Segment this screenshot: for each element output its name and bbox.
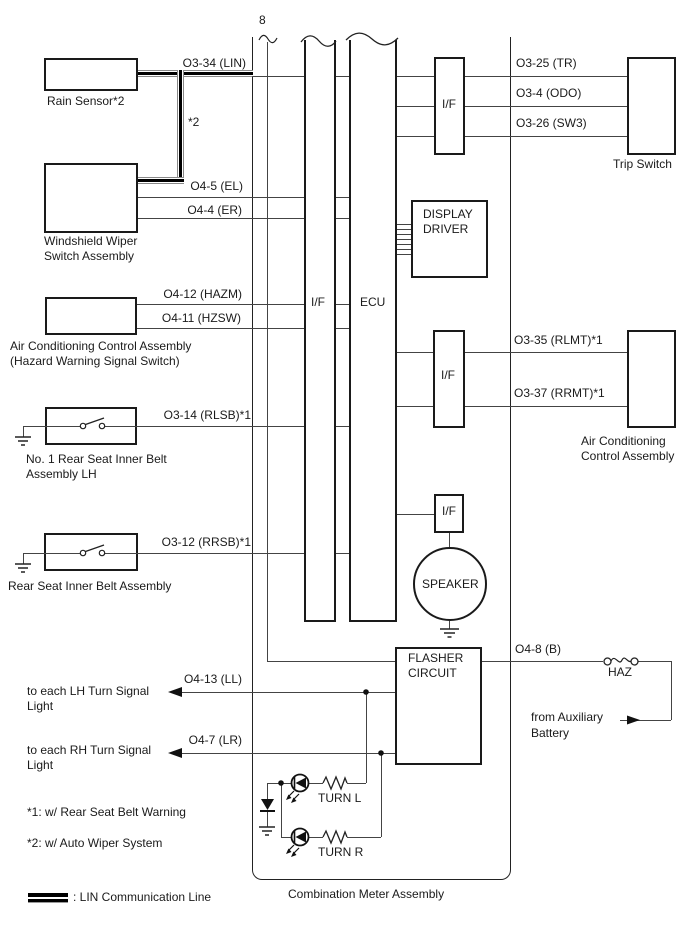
break-symbol-wire8 [259, 35, 277, 42]
ac-hazard-label-line2: (Hazard Warning Signal Switch) [10, 354, 180, 368]
connector-label-hazm: O4-12 (HAZM) [163, 287, 242, 301]
connector-label-tr: O3-25 (TR) [516, 56, 577, 70]
turn-r-led-icon [286, 829, 309, 858]
turn-l-led-icon [286, 775, 309, 804]
break-symbol-ecu-bus [346, 33, 398, 45]
connector-label-sw3: O3-26 (SW3) [516, 116, 587, 130]
aux-battery-note-line2: Battery [531, 726, 570, 740]
lh-turn-note-line1: to each LH Turn Signal [27, 684, 150, 698]
junction-dot [363, 689, 369, 695]
rh-turn-arrow-icon [168, 748, 182, 758]
diode-ground-icon [259, 827, 275, 835]
belt1-label-line1: No. 1 Rear Seat Inner Belt [26, 452, 167, 466]
wiper-label-line2: Switch Assembly [44, 249, 135, 263]
ac-hazard-label-line1: Air Conditioning Control Assembly [10, 339, 192, 353]
display-label-line2: DRIVER [423, 222, 469, 236]
connector-label-rrmt: O3-37 (RRMT)*1 [514, 386, 605, 400]
speaker-label: SPEAKER [422, 577, 479, 591]
if-bus-label: I/F [311, 295, 325, 309]
connector-label-lr: O4-7 (LR) [188, 733, 242, 747]
rain-sensor-label: Rain Sensor*2 [47, 94, 125, 108]
connector-label-ll: O4-13 (LL) [183, 672, 242, 686]
connector-label-rlmt: O3-35 (RLMT)*1 [514, 333, 603, 347]
turn-l-resistor-icon [323, 777, 347, 789]
lh-turn-note-line2: Light [27, 699, 54, 713]
speaker-ground-icon [440, 629, 459, 637]
ac-right-label-line1: Air Conditioning [581, 434, 666, 448]
flasher-label-line2: CIRCUIT [408, 666, 457, 680]
footnote-1: *1: w/ Rear Seat Belt Warning [27, 805, 186, 819]
belt2-label: Rear Seat Inner Belt Assembly [8, 579, 172, 593]
combination-meter-label: Combination Meter Assembly [288, 887, 445, 901]
ac-right-label-line2: Control Assembly [581, 449, 675, 463]
trip-switch-label: Trip Switch [613, 157, 672, 171]
rh-turn-note-line2: Light [27, 758, 54, 772]
belt1-switch-icon [80, 418, 104, 429]
connector-label-el: O4-5 (EL) [190, 179, 243, 193]
diode-icon [260, 799, 275, 811]
lh-turn-arrow-icon [168, 687, 182, 697]
flasher-label-line1: FLASHER [408, 651, 464, 665]
lin-legend-text: : LIN Communication Line [73, 890, 212, 904]
connector-label-er: O4-4 (ER) [187, 203, 242, 217]
haz-fuse-label: HAZ [608, 665, 632, 679]
star2-branch-label: *2 [188, 115, 200, 129]
haz-fuse-icon [604, 658, 638, 665]
rh-turn-note-line1: to each RH Turn Signal [27, 743, 152, 757]
break-symbol-if-bus [301, 36, 336, 46]
turn-r-label: TURN R [318, 845, 364, 859]
ecu-label: ECU [360, 295, 386, 309]
connector-label-b: O4-8 (B) [515, 642, 562, 656]
connector-label-hzsw: O4-11 (HZSW) [161, 311, 241, 325]
turn-l-label: TURN L [318, 791, 362, 805]
wiper-label-line1: Windshield Wiper [44, 234, 138, 248]
belt2-ground-icon [15, 564, 31, 572]
wire8-count-label: 8 [259, 13, 266, 27]
belt2-switch-icon [80, 545, 104, 556]
junction-dot [378, 750, 384, 756]
connector-label-odo: O3-4 (ODO) [516, 86, 582, 100]
if2-label: I/F [441, 368, 455, 382]
turn-r-resistor-icon [323, 831, 347, 843]
aux-battery-note-line1: from Auxiliary [531, 710, 604, 724]
if3-label: I/F [442, 504, 456, 518]
lin-legend-line-sample [28, 893, 68, 903]
belt1-ground-icon [15, 437, 31, 445]
connector-label-rlsb: O3-14 (RLSB)*1 [163, 408, 251, 422]
junction-dot [278, 780, 284, 786]
connector-label-rrsb: O3-12 (RRSB)*1 [161, 535, 251, 549]
footnote-2: *2: w/ Auto Wiper System [27, 836, 163, 850]
connector-label-lin: O3-34 (LIN) [182, 56, 246, 70]
belt1-label-line2: Assembly LH [26, 467, 97, 481]
display-label-line1: DISPLAY [423, 207, 473, 221]
if1-label: I/F [442, 97, 456, 111]
aux-battery-arrow-icon [627, 716, 640, 725]
